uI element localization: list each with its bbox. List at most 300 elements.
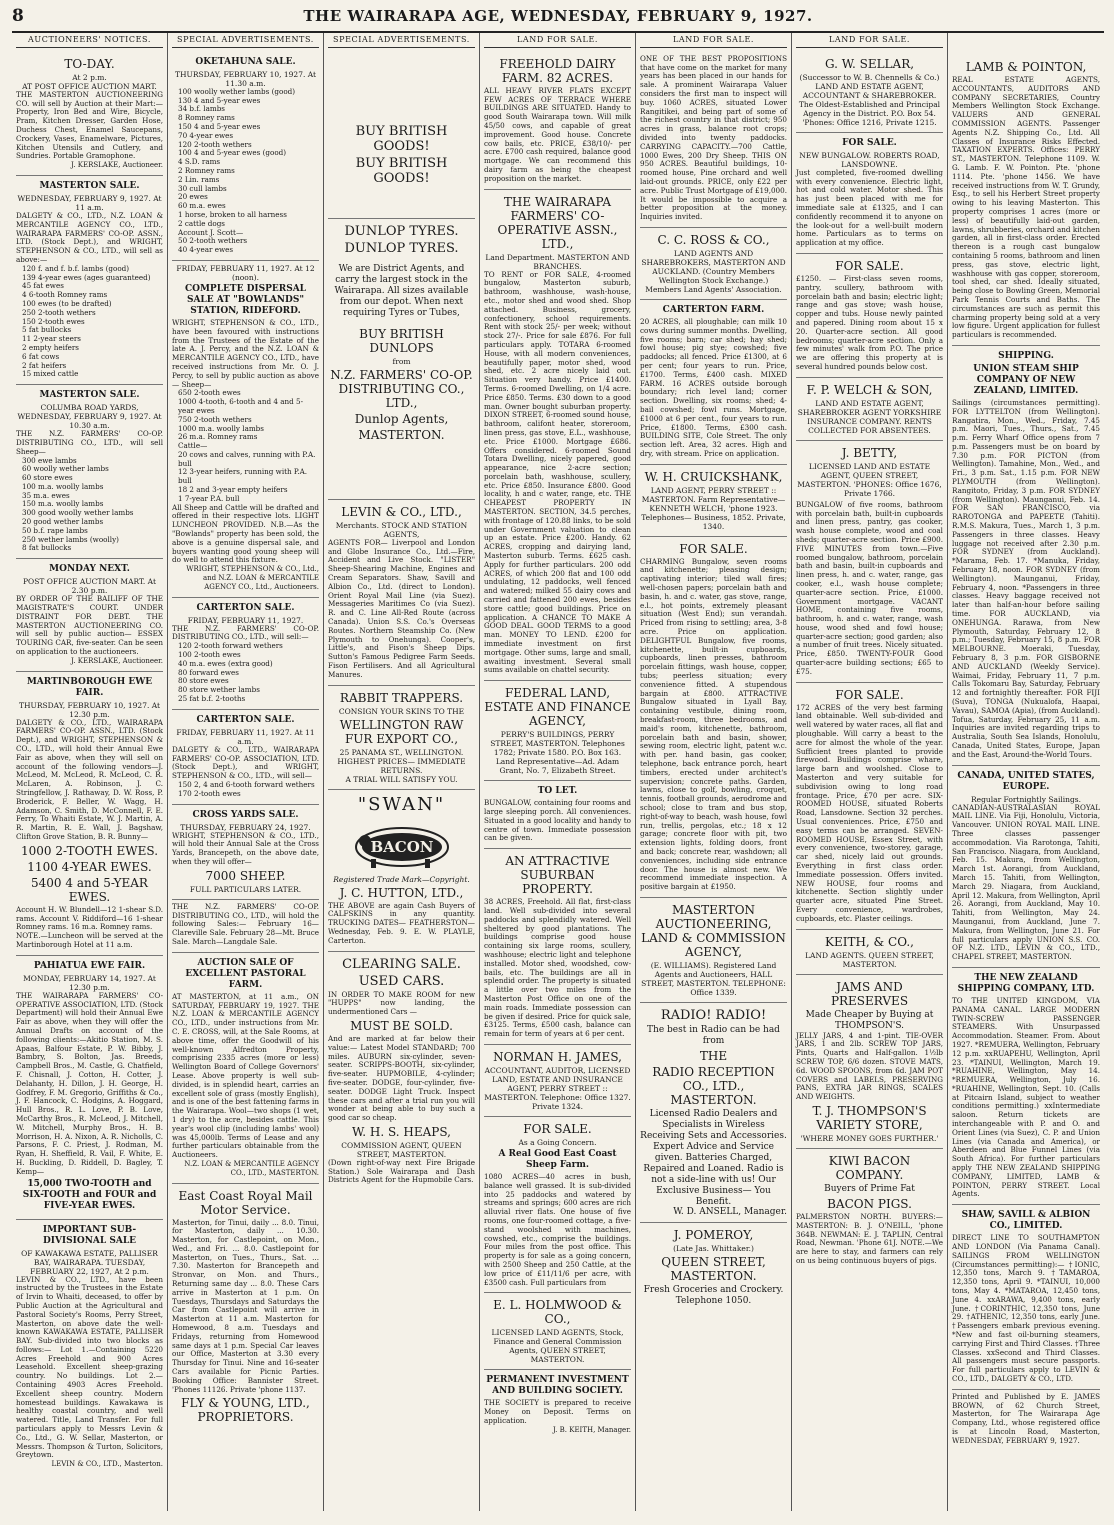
list-item: 4 6-tooth Romney rams [22, 290, 108, 300]
list-item: 70 4-year ewes [178, 130, 234, 140]
column-agents-shipping [948, 33, 1104, 1511]
list-item: 1000 4-tooth, 6-tooth and 4 and 5-year ewes [178, 397, 304, 415]
ad-body: THE WAIRARAPA FARMERS' CO-OPERATIVE ASSOCIATION, LTD. (Stock Department) will hold their Annual Ewe Fair as above, when they will offer the Annual Drafts on account of the following clients:—Akitio Station, M. S. Apaas, Balfour Estate, P. W. Bibby, J. Bambry, S. Bolton, Jas. Breeds, Campbell Bros., M. Castle, G. Chatfield, F. Chisnall, J. Cotton, H. Cotter, J. Delahanty, H. Dillon, J. H. George, H. Godfrey, F. M. Gregorio, Griffiths & Co., J. F. Hancock, C. Hodgins, A. Hoggard, Hull Bros., R. L. Love, P. B. Love, McCarthy Bros., R. McLeod, J. Mitchell, W. Mitchell, Murphy Bros., H. B. Morrison, H. A. Nixon, A. R. Nicholls, C. Parsons, F. C. Priest, J. Rodman, M. Ryan, H. Sheffield, R. Vail, F. White, E. H. Buckling, D. Riddell, D. Bagley, T. Kemp— [16, 990, 163, 1176]
list-item: 80 store ewes [178, 676, 229, 686]
masthead [12, 6, 1104, 33]
ad-body: THE N.Z. FARMERS' CO-OP. DISTRIBUTING CO., LTD., will hold the following Sales:— February 16—Clareville Sale. February 28—Mt. Bruce Sale. March—Langdale Sale. [172, 901, 319, 946]
column-auctioneers-notices [12, 33, 168, 1511]
item-list [172, 389, 319, 503]
ad-sellar [796, 52, 943, 133]
item-list [172, 781, 319, 799]
ad-title: FOR SALE. [523, 1121, 592, 1136]
ad-title: THE NEW ZEALAND SHIPPING COMPANY, LTD. [957, 972, 1095, 994]
list-item: 120 2-tooth forward wethers [178, 641, 283, 651]
ad-address: 25 PANAMA ST., WELLINGTON. [339, 747, 464, 757]
ad-title: MONDAY NEXT. [49, 564, 130, 575]
ad-swan-bacon [328, 790, 475, 952]
list-item: 8 Romney rams [178, 113, 235, 123]
ad-address: QUEEN STREET, MASTERTON. [661, 1254, 766, 1283]
ad-canada-us-europe [952, 766, 1100, 968]
ad-body: DIRECT LINE TO SOUTHAMPTON AND LONDON (Via Panama Canal). SAILINGS FROM WELLINGTON (Circumstances permitting):— †IONIC, 12,350 tons, March 9. †TAMAROA, 12,350 tons, April 9. *TAINUI, 10,000 tons, May 4. *MATAROA, 12,450 tons, June 4. xxARAWA, 9,400 tons, early June. †CORINTHIC, 12,350 tons, June 29. †ATHENIC, 12,350 tons, early June. †Passengers embark previous evening. *New and fast oil-burning steamers, carrying First and Third Classes. †Three Classes. xxSecond and Third Classes. All passengers must secure passports. For full particulars apply to LEVIN & CO., LTD., DALGETY & CO., LTD. [952, 1233, 1100, 1383]
newspaper-title: THE WAIRARAPA AGE, WEDNESDAY, FEBRUARY 9, 1927. [303, 7, 813, 25]
list-item: 120 2-tooth wethers [178, 139, 252, 149]
ad-body: Licensed Radio Dealers and Specialists in Wireless Receiving Sets and Accessories. Expert Advice and Service given. Batteries Charged, Repaired and Loaned. Radio is not a side-line with us! Our Exclusive Business— You Benefit. [640, 1108, 787, 1207]
ad-body: (Successor to W. B. Chennells & Co.) LAND AND ESTATE AGENT, ACCOUNTANT & SHAREBROKER. The Oldest-Established and Principal Agency in the District. P.O. Box 54. 'Phones: Office 1216, Private 1215. [798, 72, 941, 127]
ad-highlight: 15,000 TWO-TOOTH and SIX-TOOTH and FOUR and FIVE-YEAR EWES. [22, 1178, 157, 1211]
ad-from: from [392, 356, 411, 366]
list-item: 130 4 and 5-year ewes [178, 95, 261, 105]
list-item: 1 horse, broken to all harness [178, 209, 287, 219]
list-item: 2 fat heifers [22, 360, 67, 370]
ad-shaw-savill [952, 1205, 1100, 1390]
ad-body: AGENTS FOR— Liverpool and London and Globe Insurance Co., Ltd.—Fire, Accident and Live Stock. "LISTER" Sheep-Shearing Machine, Engines and Cream Separators. Shaw, Savill and Albion Co., Ltd. (direct to London). Orient Royal Mail Line (via Suez). Messageries Maritimes Co (via Suez). R. and C. Line All-Red Route (across Canada). Union S.S. Co.'s Overseas Routes. Northern Steamship Co. (New Plymouth to Onehunga). Cooper's, Little's, and Fison's Sheep Dips. Sutton's Famous Pedigree Farm Seeds. Fison Fertilisers. And all Agricultural Manures. [328, 537, 475, 679]
ad-title: CARTERTON FARM. [662, 304, 765, 315]
ad-title: J. BETTY, [841, 445, 898, 460]
ad-title: LAMB & POINTON, [965, 60, 1087, 74]
column-land-for-sale-3 [792, 33, 948, 1511]
ad-title: E. L. HOLMWOOD & CO., [493, 1298, 622, 1327]
ad-dept: Dunlop Agents, [354, 411, 449, 426]
ad-body: LAND AND ESTATE AGENT, SHAREBROKER AGENT YORKSHIRE INSURANCE COMPANY. RENTS COLLECTED FOR ABSENTEES. [797, 398, 942, 435]
ad-company: WELLINGTON RAW FUR EXPORT CO., [339, 717, 464, 746]
ad-farmers-coop-land [484, 190, 631, 682]
ad-body: TO RENT or FOR SALE, 4-roomed bungalow, Masterton suburb, bathroom, washhouse, wash-house, etc., motor shed and wood shed. Shop attached. Business, grocery, confectionery, school requirements. Rent with stock 25/- per week; without stock 27/-. Price for sale £876. For full particulars apply. TOTARA 6-roomed House, with all modern conveniences, beautifully paper, motor shed, wood shed, etc. 2 acre nicely laid out. Situation very handy. Price £1400. Terms. 6-roomed Dwelling, on 1/4 acre. Price £850. Terms. £30 down to a good man. Owner bought suburban property. DIXON STREET, 6-roomed sound house, bathroom, califont heater, storeroom, linen press, gas stove, E.L., washhouse, etc. Price £1000. Mortgage £686. Offers considered. 6-roomed Sound Totara Dwelling, nicely papered, good appearance, nice 2-acre section; porcelain bath, washhouse, scullery, etc. Price £850. Insurance £800. Good locality, h and c water, range, etc. THE CHEAPEST PROPERTY IN MASTERTON. SECTION, 34.5 perches, with frontage of 120.88 links, to be sold under Government valuation to clean up an estate. Price £200. Handy. 62 ACRES, cropping and dairying land, Masterton suburb. Terms. £625 cash. Apply for further particulars. 200 odd ACRES, of which 200 flat and 100 odd undulating, 12 paddocks, well fenced and watered; milked 55 dairy cows and carried and fattened 200 ewes, besides store cattle; good buildings. Price on application. A CHANCE TO MAKE A GOOD DEAL. GOOD TERMS to a good man. MONEY TO LEND. £200 for immediate investment on first mortgage. Other sums, large and small, awaiting investment. Several small sums available on chattel security. [484, 269, 632, 675]
ad-title: THE WAIRARAPA FARMERS' CO-OPERATIVE ASSN., LTD., [497, 194, 618, 251]
ad-place: AT POST OFFICE AUCTION MART. [22, 81, 157, 91]
list-item: 300 ewe lambs [22, 455, 77, 465]
ad-company: N.Z. FARMERS' CO-OP. DISTRIBUTING CO., LTD., [330, 367, 473, 410]
trademark-note: Registered Trade Mark—Copyright. [333, 874, 470, 884]
ad-columba-road-sale [16, 385, 163, 559]
list-item: 100 4 and 5-year ewes (good) [178, 148, 287, 158]
ad-title: FREEHOLD DAIRY FARM. 82 ACRES. [499, 56, 616, 85]
ad-body: LICENSED LAND AGENTS, Stock, Finance and General Commission Agents, QUEEN STREET, MASTERTON. [491, 1328, 624, 1365]
ad-body: AT MASTERTON, at 11 a.m., ON SATURDAY, FEBRUARY 19, 1927. THE N.Z. LOAN & MERCANTILE AGENCY CO., LTD., under instructions from Mr. C. E. CROSS, will, at the Sale Rooms, at above time, offer the Goodwill of his well-known Alfredton Property, comprising 2335 acres (more or less) Wellington Board of College Governors' Lease. Above property is well sub-divided, is in splendid heart, carries an excellent sole of grass (mostly English), and is one of the best fattening farms in the Wairarapa. Wool—two shops (1 wet, 1 dry) to the acre, besides cattle. This year's wool clip (including lambs' wool) was 45,000lb. Terms of Lease and any further particulars obtainable from the Auctioneers. [172, 991, 319, 1160]
ad-note: NOTE.—Luncheon will be served at the Martinborough Hotel at 11 a.m. [16, 931, 163, 949]
ad-monday-next [16, 559, 163, 671]
ad-line: CONSIGN YOUR SKINS TO THE [338, 706, 465, 716]
ad-signature: W. H. S. HEAPS, [352, 1124, 451, 1139]
ad-thompsons-jams [796, 975, 943, 1149]
ad-title: FOR SALE. [679, 541, 748, 556]
list-item: 20 good wether lambs [22, 517, 104, 527]
ad-body: PERRY'S BUILDINGS, PERRY STREET, MASTERTON. Telephones 1782; Private 1580. P.O. Box 163. Land Representative—Ad. Adam Grant, No. 7, Elizabeth Street. [490, 730, 625, 776]
ad-line: HIGHEST PRICES— IMMEDIATE RETURNS. [337, 756, 466, 775]
ad-for-sale-farming-land [796, 683, 943, 930]
ad-subtitle: LAND AGENTS. QUEEN STREET, MASTERTON. [805, 950, 934, 969]
ad-subtitle: Merchants. STOCK AND STATION AGENTS, [335, 520, 468, 539]
list-item: 11 2-year steers [22, 334, 81, 344]
ad-cruickshank [640, 465, 787, 537]
list-item: Account J. Scott— [178, 227, 244, 237]
ad-pastoral-farm-auction [172, 953, 319, 1184]
ad-title: OKETAHUNA SALE. [195, 56, 296, 67]
list-item: 5 fat bullocks [22, 325, 72, 335]
ad-title: CROSS YARDS SALE. [192, 809, 299, 820]
ad-date: MONDAY, FEBRUARY 14, 1927. At 12.30 p.m. [23, 973, 156, 992]
section-heading: SHIPPING. [998, 350, 1054, 361]
ad-telephone: Telephone 1050. [675, 1295, 752, 1306]
list-item: 60 woolly wether lambs [22, 464, 109, 474]
list-item: 80 store wether lambs [178, 685, 260, 695]
ad-new-bungalow [796, 133, 943, 254]
list-item: 650 2-tooth ewes [178, 388, 241, 398]
ad-title: COMPLETE DISPERSAL SALE AT "BOWLANDS" STATION, RIDEFORD. [184, 283, 307, 316]
ad-masterton-sale [16, 176, 163, 385]
ad-lamb-pointon [952, 55, 1100, 346]
ad-title: CARTERTON SALE. [196, 714, 295, 725]
item-list [16, 457, 163, 554]
ad-holmwood [484, 1293, 631, 1370]
ad-rabbit-trappers [328, 686, 475, 790]
ad-kawakawa-estate [16, 1220, 163, 1475]
ad-body: PALMERSTON NORTH. BUYERS:— MASTERTON: B. J. O'NEILL, 'phone 364B. NEWMAN: E. J. TAPLIN, Central Road, Newman. 'Phone 61J. NOTE.—We are here to stay, and farmers can rely on us being continuous buyers of pigs. [796, 1211, 943, 1265]
ad-line: DUNLOP TYRES. [344, 223, 459, 239]
ad-subtitle: (Late Jas. Whittaker.) [673, 1243, 754, 1253]
ad-levin-co [328, 500, 475, 686]
ad-betty [796, 441, 943, 683]
ad-line: A TRIAL WILL SATISFY YOU. [345, 774, 458, 784]
list-item: 250 wether lambs (woolly) [22, 534, 119, 544]
ad-masterton-auctioneering [640, 898, 787, 1003]
ad-line: Buyers of Prime Fat [824, 1183, 915, 1194]
ad-date: FRIDAY, FEBRUARY 11, 1927. [187, 615, 304, 625]
swan-pig-logo-icon [347, 819, 457, 871]
ad-subtitle: USED CARS. [358, 973, 445, 989]
ad-body: 20 ACRES, all ploughable; can milk 10 cows during summer months. Dwelling, five rooms; barn; car shed; hay shed; fowl house; pig stye; cowshed; five paddocks; all fenced. Price £1300, at 6 per cent; four years to run. Price, £1700. Terms, £400 cash. MIXED FARM. 16 ACRES outside borough boundary; rich level land; corner section. Dwelling, six rooms; shed; 4-bail cowshed; fowl runs. Mortgage, £1000 at 6 per cent., four years to run. Price, £1800. Terms, £300 cash. BUILDING SITE, Cole Street. The only section left. Area, 32 acres. High and dry, with stream. Price on application. [640, 316, 787, 458]
ad-title: FOR SALE. [835, 258, 904, 273]
ad-pomeroy [640, 1223, 787, 1312]
list-item: 20 ewes [178, 192, 208, 202]
ad-for-sale-bungalows [640, 537, 787, 898]
ad-title: MASTERTON SALE. [39, 390, 140, 401]
ad-title: TO LET. [537, 786, 578, 797]
ad-title: NORMAN H. JAMES, [493, 1049, 622, 1064]
list-item: 4 S.D. rams [178, 157, 221, 167]
list-item: 100 2-tooth ewes [178, 650, 241, 660]
ad-body: DALGETY & CO., LTD., N.Z. LOAN & MERCANTILE AGENCY CO., LTD., WAIRARAPA FARMERS' CO-OP. ASSN., LTD. (Stock Dept.), and WRIGHT, STEPHENSON & CO., LTD., will sell as above:— [16, 210, 163, 264]
ad-title: G. W. SELLAR, [824, 56, 915, 71]
ad-body: Sailings (circumstances permitting). FOR LYTTELTON (from Wellington). Rangatira, Mon., Wed., Friday, 7.45 p.m. Maori, Tues., Thurs., Sat., 7.45 p.m. Ferry Wharf Office opens from 7 p.m. Passengers must be on board by 7.30 p.m. FOR PICTON (from Wellington). Tamahine, Mon., Wed., and Fri., 3 p.m. Sat., 1.15 p.m. FOR NEW PLYMOUTH (from Wellington). Rangitoto, Friday, 3 p.m. FOR SYDNEY (from Wellington). Maunganui, Feb. 14. FOR SAN FRANCISCO, via RAROTONGA and PAPEETE (Tahiti). R.M.S. Makura, Tues., March 1, 3 p.m. Passengers in three classes. Heavy luggage not received after 2.30 p.m. FOR SYDNEY (from Auckland). *Marama, Feb. 17. *Manuka, Friday, February 18, noon. FOR SYDNEY (from Wellington). Maunganui, Friday, February 4, noon. *Passengers in three classes. Heavy baggage received not later than half-an-hour before sailing time. FOR AUCKLAND, via ONEHUNGA. Rarawa, from New Plymouth, Saturday, February 12, 8 p.m.; Tuesday, February 15, 8 p.m. FOR MELBOURNE. Moeraki, Tuesday, February 8, 3 p.m. FOR GISBORNE AND AUCKLAND (Weekly Service). Waimai, Friday, February 11, 7 p.m. Calls Tokomaru Bay, Saturday, February 12 and fortnightly thereafter. FOR FIJI (Suva), TONGA (Nukualofa, Haapai, Vavau), SAMOA (Apia), (from Auckland). Tofua, Saturday, February 25, 11 a.m. Inquiries are invited regarding trips to Australia, South Sea Islands, Honolulu, Canada, United States, Europe, Japan and the East, Around-the-World Tours. [952, 397, 1100, 759]
column-special-advertisements-1 [168, 33, 324, 1511]
list-item: 6 fat cows [22, 351, 60, 361]
ad-body: THE N.Z. FARMERS' CO-OP. DISTRIBUTING CO., LTD., will sell Sheep— [16, 429, 163, 456]
ad-title: F. P. WELCH & SON, [806, 382, 933, 397]
ad-subtitle: As a Going Concern. [518, 1137, 597, 1147]
ad-date: WEDNESDAY, FEBRUARY 9, 1927. At 10.30 a.m. [17, 412, 162, 431]
ad-line: Fresh Groceries and Crockery. [643, 1284, 784, 1295]
ad-signature: WRIGHT, STEPHENSON & CO., Ltd., and N.Z. LOAN & MERCANTILE AGENCY CO., Ltd., Auctioneers. [186, 565, 319, 591]
ad-title: JAMS AND PRESERVES [830, 979, 909, 1008]
column-header: SPECIAL ADVERTISEMENTS. [172, 33, 319, 48]
ad-body: REAL ESTATE AGENTS, ACCOUNTANTS, AUDITORS AND COMPANY SECRETARIES, Country Members Wellington Stock Exchange. VALUERS AND GENERAL COMMISSION AGENTS. Passenger Agents N.Z. Shipping Co., Ltd. All Classes of Insurance Risks Effected. TAXATION EXPERTS. Offices: PERRY ST., MASTERTON. Telephone 1109. W. G. Lamb. F. W. Pointon. Pte. 'phone 1114. Pte. 'phone 1456. We have received instructions from W. T. Grundy, Esq., to sell his Herbert Street property owing to his leaving Masterton. This property comprises 1 acres (more or less) of beautifully laid-out garden, lawns, shrubberies, orchard and kitchen garden, all in first-class order. Erected thereon is a rough cast bungalow containing 5 rooms, bathroom and linen press, gas stove, electric light, washhouse with gas copper, storeroom, tool shed, car shed. Ideally situated, being close to Bowling Green, Memorial Park Tennis Courts and Baths. The circumstances are such as permit this charming property being sold at a very low figure. Urgent application for fullest particulars is recommended. [952, 75, 1100, 340]
ad-today-sale [16, 52, 163, 176]
list-item: 34 b.f. lambs [178, 104, 225, 114]
ad-farmers-coop-sales [172, 900, 319, 953]
list-item: 170 2-tooth ewes [178, 788, 241, 798]
ad-date: THURSDAY, FEBRUARY 10, 1927. At 12.30 p.m. [18, 700, 161, 719]
item-list [16, 265, 163, 379]
ad-clearing-sale [328, 952, 475, 1191]
list-item: 8 fat bullocks [22, 543, 72, 553]
ad-subtitle: Land Department. MASTERTON AND BRANCHES. [485, 252, 630, 271]
ad-body: DALGETY & CO., LTD., WAIRARAPA FARMERS' CO-OP. ASSOCIATION, LTD. (Stock Dept.), and WRIGHT, STEPHENSON & CO., LTD., will sell— [172, 744, 319, 781]
ad-kiwi-bacon [796, 1149, 943, 1271]
ad-keith-co [796, 930, 943, 975]
ad-line: BUY BRITISH GOODS! [355, 155, 448, 186]
ad-title: LEVIN & CO., LTD., [341, 504, 462, 519]
ad-line: THE [699, 1048, 728, 1063]
list-item: 60 m.a. ewes [178, 201, 226, 211]
ad-east-coast-mail-service [172, 1184, 319, 1432]
ad-time: At 2 p.m. [72, 72, 107, 82]
ad-title: C. C. ROSS & CO., [657, 232, 770, 247]
ad-body: CHARMING Bungalow, seven rooms and kitchenette; pleasing design; captivating interior; tiled wall fires; well-chosen papers; porcelain bath and basin, h. and c. water, gas stove, range, e.l., hot points, extremely pleasant situation (West End); sun verandah. Priced from rising to settling; area, 3-8 acre. Price on application. DELIGHTFUL Bungalow, five rooms, kitchenette, built-in cupboards, cupboards, linen presses, bathroom porcelain fittings, wash house, copper, tubs; peerless situation; every convenience fitted. A stupendous bargain at £800. ATTRACTIVE Bungalow situated in Lyall Bay, containing vestibule, dining room, breakfast-room, three bedrooms, and maid's room, kitchenette, bathroom, porcelain bath and basin, shower, sewing room, electric light, patent w.c. with per. hand basin, gas cooker, telephone, back entrance porch, heart timbers, erected under architect's supervision; concrete paths. Garden, lawns, close to golf, bowling, croquet, tennis, football grounds, aerodrome and school; close to tram and bus stop, right-of-way to beach, wash house, fowl run, trellis, pergolas, etc.; 18 x 12 garage; concrete floor with pit, two extension lights, folding doors, front and back; concrete rear, washdown; all conveniences, including side entrance door. The house is almost new. We recommend immediate inspection. A positive bargain at £1950. [640, 556, 787, 892]
ad-subtitle: COMMISSION AGENT, QUEEN STREET, MASTERTON. [341, 1140, 462, 1159]
ad-company: RADIO RECEPTION CO., LTD., MASTERTON. [652, 1064, 775, 1107]
ad-best-proposition [640, 52, 787, 228]
list-item: 12 3-year heifers, running with P.A. bull [178, 467, 308, 486]
ad-subtitle: OF KAWAKAWA ESTATE, PALLISER BAY, WAIRARAPA. TUESDAY, FEBRUARY 22, 1927, At 2 p.m. [21, 1248, 158, 1276]
ad-title: MASTERTON AUCTIONEERING, LAND & COMMISSION AGENCY, [641, 902, 786, 959]
ad-date: THURSDAY, FEBRUARY 10, 1927. At 11.30 a.m. [174, 69, 317, 88]
ewe-lot-line: 5400 4 and 5-YEAR EWES. [31, 875, 148, 904]
page-number: 8 [12, 6, 24, 26]
list-item: 30 cull lambs [178, 183, 227, 193]
ad-highlight: 7000 SHEEP. [205, 868, 286, 883]
ad-title: MASTERTON SALE. [39, 180, 140, 191]
ad-title: UNION STEAM SHIP COMPANY OF NEW ZEALAND, LIMITED. [973, 363, 1079, 396]
ad-title: W. H. CRUICKSHANK, [644, 469, 783, 484]
ad-carterton-farm [640, 300, 787, 465]
ad-body: ACCOUNTANT, AUDITOR, LICENSED LAND, ESTATE AND INSURANCE AGENT, PERRY STREET :: MASTERTON. Telephone: Office 1327. Private 1324. [484, 1065, 631, 1111]
ad-subtitle: (E. WILLIAMS). Registered Land Agents and Auctioneers, HALL STREET, MASTERTON. TELEPHONE: Office 1339. [641, 960, 786, 997]
ad-body: DALGETY & CO., LTD., WAIRARAPA FARMERS' CO-OP. ASSN., LTD. (Stock Dept.), and WRIGHT, STEPHENSON & CO., LTD., will hold their Annual Ewe Fair as above, when they will sell on account of the following vendors—J. McLeod, M. McLeod, R. McLeod, C. R. McLaren, A. Robinson, J. C. Stringfellow, J. Rathaway, D. W. Ross, P. Broderick, F. Beller, W. Wagg, H. Adamson, C. Smith, D. McConnell, F. E. Ferry, To Whaiti Estate, W. J. Martin, A. R. Martin, R. E. Wall, J. Bagshaw, Clifton Grove Station, B. R. Bunny— [16, 717, 163, 841]
ad-title: CLEARING SALE. [342, 956, 461, 972]
list-item: 100 woolly wether lambs (good) [178, 86, 296, 96]
ad-town: MASTERTON. [358, 427, 445, 442]
ad-signature: W. D. ANSELL, Manager. [673, 1206, 787, 1217]
list-item: 45 fat ewes [22, 281, 64, 291]
item-list [172, 642, 319, 704]
ad-title: KEITH, & CO., [824, 934, 914, 949]
ad-body: THE N.Z. FARMERS' CO-OP. DISTRIBUTING CO., LTD., will sell:— [172, 623, 319, 642]
ad-body: CANADIAN-AUSTRALASIAN ROYAL MAIL LINE. Via Fiji, Honolulu, Victoria, Vancouver. UNION ROYAL MAIL LINE. Three classes passenger accommodation. Via Rarotonga, Tahiti, San Francisco. Niagara, from Auckland, Feb. 15. Makura, from Wellington, March 1st. Aorangi, from Auckland, March 15. Tahiti, from Wellington, March 29. Niagara, from Auckland, April 12. Makura, from Wellington, April 26. Aorangi, from Auckland, May 10. Tahiti, from Wellington, May 24. Maunganui, from Auckland, June 7. Makura, from Wellington, June 21. For full particulars apply UNION S.S. CO. OF N.Z. LTD., LEVIN & CO., LTD., CHAPEL STREET, MASTERTON. [952, 802, 1100, 962]
list-item: 150 2, 4 and 6-tooth forward wethers [178, 780, 315, 789]
ad-title: J. POMEROY, [673, 1227, 754, 1242]
ad-subtitle: NEW BUNGALOW. ROBERTS ROAD, LANSDOWNE. [799, 150, 940, 169]
ad-body: TO THE UNITED KINGDOM, VIA PANAMA CANAL. LARGE MODERN TWIN-SCREW PASSENGER STEAMERS. With Unsurpassed Accommodation. Steamer. From. About 1927. *REMUERA, Wellington, February 12 p.m. xxRUAPEHU, Wellington, April 23. *TAINUI, Wellington, March 19. *RUAHINE, Wellington, May 14. *REMUERA, Wellington, July 16. *RUAHINE, Wellington, Sept. 10. (Calls at Pitcairn Island, subject to weather conditions permitting.) xxIntermediate saloon. Return tickets are interchangeable with P. and O. and Orient Lines (via Suez), C. P. and Union Lines (via Canada and America), or Aberdeen and Blue Funnel Lines (via South Africa). For further particulars apply THE NEW ZEALAND SHIPPING COMPANY, LIMITED, LAMB & POINTON, PERRY STREET. Local Agents. [952, 995, 1100, 1199]
ad-title: CANADA, UNITED STATES, EUROPE. [957, 770, 1095, 792]
ad-cross-yards-sale [172, 805, 319, 900]
column-land-for-sale-1 [480, 33, 636, 1511]
ad-subtitle: Regular Fortnightly Sailings. [970, 794, 1082, 804]
list-item: 150 4 and 5-year ewes [178, 121, 261, 131]
ad-title: TO-DAY. [64, 56, 115, 71]
list-item: 80 forward ewes [178, 667, 239, 677]
list-item: 18 2 and 3-year empty heifers [178, 485, 288, 495]
list-item: 40 m.a. ewes (extra good) [178, 658, 273, 668]
ad-body: BY ORDER OF THE BAILIFF OF THE MAGISTRATE'S COURT. UNDER DISTRAINT FOR DEBT. THE MASTERTON AUCTIONEERING CO. will sell by public auction— ESSEX TOURING CAR, five-seater. Can be seen on application to the auctioneers. [16, 594, 163, 657]
ad-pahiatua-ewe-fair [16, 956, 163, 1220]
column-header: SPECIAL ADVERTISEMENTS. [328, 33, 475, 48]
list-item: 2 cattle dogs [178, 218, 225, 228]
ad-highlight: BUY BRITISH DUNLOPS [359, 326, 444, 355]
ad-body: THE MASTERTON AUCTIONEERING CO. will sell by Auction at their Mart:—Property, Iron Bed and Wire, Bicycle, Pram, Kitchen Dresser, Garden Hose, Duchess Chest, Enamel Saucepans, Crockery, Vases, Enamelware, Pictures, Kitchen Utensils and Cutlery, and Sundries. Portable Gramophone. [16, 89, 163, 161]
ad-title: AUCTION SALE OF EXCELLENT PASTORAL FARM. [185, 957, 306, 990]
list-item: 60 store ewes [22, 473, 73, 483]
ad-slogan: 'WHERE MONEY GOES FURTHER.' [800, 1133, 939, 1143]
list-item: 250 2-tooth wethers [22, 307, 96, 317]
ad-signature: J. KERSLAKE, Auctioneer. [71, 656, 163, 665]
ad-body: LAND AGENT, PERRY STREET :: MASTERTON. Farm Representative—KENNETH WELCH, 'phone 1923. Telephones— Business, 1852. Private, 1340. [641, 485, 786, 531]
ad-oketahuna-sale [172, 52, 319, 261]
ad-title: AN ATTRACTIVE SUBURBAN PROPERTY. [505, 854, 610, 897]
ad-title: FOR SALE. [842, 137, 897, 148]
publisher-imprint: Printed and Published by E. JAMES BROWN, of 62 Church Street, Masterton, for The Wairarapa Age Company, Ltd., whose registered office is at Lincoln Road, Masterton, WEDNESDAY, FEBRUARY 9, 1927. [952, 1391, 1100, 1445]
list-item: 100 m.a. woolly lambs [22, 481, 104, 491]
ad-footer: (Down right-of-way next Fire Brigade Station.) Sole Wairarapa and Dash Districts Agent for the Hupmobile Cars. [328, 1157, 475, 1185]
ad-buy-british [328, 52, 475, 219]
imprint [952, 1390, 1100, 1451]
list-item: 1 7-year P.A. bull [178, 493, 240, 503]
column-land-for-sale-2 [636, 33, 792, 1511]
ad-for-sale-seven-rooms [796, 254, 943, 378]
ad-body: WRIGHT, STEPHENSON & CO., LTD., have been favoured with instructions from the Trustees of the Estate of the late A. J. Percy, and the N.Z. LOAN & MERCANTILE AGENCY CO., LTD., have received instructions from Mr. O. J. Percy, to sell by public auction as above— Sheep— [172, 317, 319, 389]
ad-body: 38 ACRES, Freehold. All flat, first-class land. Well sub-divided into several paddocks and splendidly watered. Well sheltered by good plantations. The buildings comprise good house containing six large rooms, scullery, washhouse; electric light and telephone installed. Motor shed, woodshed, cow-bails, etc. The buildings are all in splendid order. The property is situated a little over two miles from the Masterton Post Office on one of the main roads. Immediate possession can be given if desired. Price for quick sale, £3125. Terms, £500 cash, balance can remain for term of years at 6 per cent. [484, 897, 631, 1039]
ad-body: 172 ACRES of the very best farming land obtainable. Well sub-divided and well watered by water races, all flat and ploughable. Will carry a beast to the acre for almost the whole of the year. Sufficient trees planted to provide firewood. Buildings comprise whare, large barn and woolshed. Close to Masterton and very suitable for subdivision owing to long road frontage. Price, £70 per acre. SIX-ROOMED HOUSE, situated Roberts Road, Lansdowne. Section 32 perches. Usual conveniences. Price, £750 and easy terms can be arranged. SEVEN-ROOMED HOUSE, Essex Street, with every convenience, two-storey, garage, car shed, nicely laid out grounds. Everything in first class order. Immediate possession. Offers invited. NEW HOUSE, four rooms and kitchenette. Section slightly under quarter acre, situated Pine Street. Every convenience, wardrobes, cupboards, etc. Plaster ceilings. [796, 702, 943, 923]
ad-dunlop-tyres [328, 219, 475, 500]
column-header: LAND FOR SALE. [484, 33, 631, 48]
list-item: 2 Romney rams [178, 165, 235, 175]
ad-building-society [484, 1370, 631, 1439]
ad-norman-james [484, 1045, 631, 1117]
ad-listings: BUNGALOW of five rooms, bathroom with porcelain bath, built-in cupboards and linen press, pantry, gas cooker, wash house complete, wood and coal sheds; quarter-acre section. Price £900. FIVE MINUTES from town.—Five roomed bungalow, bathroom, porcelain bath and basin, built-in cupboards and linen press, h. and c. water, range, gas cooker, e.l., wash house complete; quarter-acre section. Price, £1000. Government mortgage. VACANT HOME, containing five rooms, bathroom, h. and c. water, range, wash house, wood shed and fowl house; quarter-acre section; good garden; also a number of fruit trees. Nicely situated. Price, £850. TWENTY-FOUR Good quarter-acre building sections; £65 to £75. [796, 499, 943, 676]
ad-signature: J. B. KEITH, Manager. [552, 1425, 631, 1434]
ad-title: PERMANENT INVESTMENT AND BUILDING SOCIETY. [486, 1375, 629, 1397]
ad-highlight: MUST BE SOLD. [350, 1018, 453, 1033]
ad-radio-reception [640, 1003, 787, 1223]
ad-carterton-sale-1 [172, 598, 319, 710]
ad-title: SHAW, SAVILL & ALBION CO., LIMITED. [961, 1210, 1091, 1232]
column-special-advertisements-2 [324, 33, 480, 1511]
ad-nz-shipping [952, 968, 1100, 1205]
ad-body: WRIGHT, STEPHENSON & CO., LTD., will hold their Annual Sale at the Cross Yards, Brancepeth, on the above date, when they will offer— [172, 830, 319, 866]
list-item: 15 mixed cattle [22, 369, 79, 379]
ad-title: PAHIATUA EWE FAIR. [33, 960, 146, 971]
list-item: 25 fat b.f. 2-tooths [178, 694, 246, 704]
ad-date: WEDNESDAY, FEBRUARY 9, 1927. At 11 a.m. [17, 193, 162, 212]
ad-signature: N.Z. LOAN & MERCANTILE AGENCY CO., LTD., MASTERTON. [184, 1159, 319, 1177]
ad-signature: J. KERSLAKE, Auctioneer. [71, 161, 163, 170]
list-item: 139 4-year ewes (ages guaranteed) [22, 272, 151, 282]
ad-company: J. C. HUTTON, LTD., [339, 885, 464, 900]
list-item: 40 4-year ewes [178, 245, 234, 255]
ad-body: Masterton, for Tinui, daily ... 8.0. Tinui, for Masterton, daily ... 10.30. Masterton, for Castlepoint, on Mon., Wed., and Fri. ... 8.0. Castlepoint for Masterton, on Tues., Thurs., Sat. ... 7.30. Masterton for Brancepeth and Stronvar, on Mon. and Thurs., Returning same day ... 8.0. These Cars arrive in Masterton at 1 p.m. On Tuesdays, Thursdays and Saturdays the Car from Castlepoint will arrive in Masterton at 11 a.m. Masterton for Homewood, 8 a.m. Tuesdays and Fridays, returning from Homewood same days at 1 p.m. Special Car leaves our Office, Masterton at 3.30 every Thursday for Tinui. Nine and 16-seater Cars available for Picnic Parties. Booking Office: Bannister Street. 'Phones 11126. Private 'phone 1137. [172, 1217, 319, 1394]
ad-sheep-farm [484, 1117, 631, 1293]
list-item: 100 ewes (to be drafted) [22, 298, 112, 308]
ad-place: COLUMBA ROAD YARDS, [40, 403, 139, 413]
ad-title: FOR SALE. [835, 687, 904, 702]
ad-union-steam-ship [952, 346, 1100, 766]
columns [12, 33, 1104, 1511]
ad-accounts: Account H. W. Blundell—12 1-shear S.D. rams. Account V. Riddiford—16 1-shear Romney rams. 16 m.a. Romney rams. [16, 904, 163, 932]
column-header: LAND FOR SALE. [640, 33, 787, 48]
list-item: 300 good woolly wether lambs [22, 508, 134, 518]
ad-title: KIWI BACON COMPANY. [828, 1153, 911, 1182]
list-item: 2 empty heifers [22, 342, 79, 352]
ad-martinborough-ewe-fair [16, 672, 163, 956]
list-item: Cattle— [178, 441, 208, 451]
ad-body: BUNGALOW, containing four rooms and large sleeping porch. All conveniences. Situated in a good locality and handy to centre of town. Immediate possession can be given. [484, 798, 631, 843]
ad-subtitle: A Real Good East Coast Sheep Farm. [498, 1148, 617, 1170]
ad-line: BUY BRITISH GOODS! [355, 123, 448, 154]
ad-body: LEVIN & CO., LTD., have been instructed by the Trustees in the Estate of Irvin to Whaiti, deceased, to offer by Public Auction at the Agricultural and Pastoral Society's Rooms, Perry Street, Masterton, on above date the well-known KAWAKAWA ESTATE, PALLISER BAY. Sub-divided into two blocks as follows:— Lot 1.—Containing 5220 Acres Freehold and 900 Acres Leasehold. Excellent sheep-grazing country. No buildings. Lot 2.—Containing 4903 Acres Freehold. Excellent sheep country. Modern homestead buildings. Kawakawa is healthy coastal country, and well watered. Title, Land Transfer. For full particulars apply to Messrs Levin & Co., Ltd., G. W. Sellar, Masterton, or Messrs. Thompson & Turton, Solicitors, Greytown. [16, 1274, 163, 1460]
ad-body: THE SOCIETY is prepared to receive Money on Deposit. Terms on application. [484, 1398, 631, 1425]
ad-body: JELLY JARS, 4 and 1-pint. TIE-OVER JARS, 1 and 2lb. SCREW TOP JARS, Pints, Quarts and Half-gallon. 1½lb SCREW TOP, 6/6 dozen. STOVE MATS, 6d. WOOD SPOONS, from 6d. JAM POT COVERS and LABELS, PRESERVING PANS, EXTRA JAR RINGS, SCALES AND WEIGHTS. [796, 1030, 943, 1102]
ad-title: RABBIT TRAPPERS. [339, 690, 464, 705]
ad-line: BACON PIGS. [827, 1196, 912, 1211]
list-item: 2 Lin. rams [178, 174, 220, 184]
ad-items: And are marked at far below their value:— Latest Model STANDARD; 700 miles. AUBURN six-cylinder, seven-seater. SCRIPPS-BOOTH, six-cylinder, five-seater. HUPMOBILE, 4-cylinder; five-seater. DODGE, four-cylinder, five-seater. DODGE Light Truck. Inspect these cars and after a trial run you will wonder at being able to buy such a good car so cheap. [328, 1033, 475, 1123]
ad-freehold-dairy-farm [484, 52, 631, 190]
ad-title: East Coast Royal Mail Motor Service. [178, 1188, 313, 1217]
list-item: 150 2-tooth ewes [22, 316, 85, 326]
ad-ross-co [640, 228, 787, 300]
ad-line: Made Cheaper by Buying at THOMPSON'S. [805, 1009, 934, 1031]
ad-place: POST OFFICE AUCTION MART. At 2.30 p.m. [23, 577, 156, 596]
list-item: 750 2-tooth wethers [178, 414, 252, 424]
brand-name: "SWAN" [357, 793, 446, 815]
ad-title: CARTERTON SALE. [196, 602, 295, 613]
ewe-lot-line: 1100 4-YEAR EWES. [27, 859, 152, 874]
ad-bowlands-dispersal [172, 261, 319, 598]
ad-title: IMPORTANT SUB-DIVISIONAL SALE [42, 1224, 137, 1246]
ad-title: MARTINBOROUGH EWE FAIR. [26, 676, 153, 698]
ad-body: ONE OF THE BEST PROPOSITIONS that have come on the market for many years has been placed in our hands for sale. A prominent Wairarapa Valuer considers the first man to inspect will buy. 1060 ACRES, situated Lower Rangitikei, and being part of some of the richest country in that district; 950 acres in grass, balance root crops; divided into twenty paddocks. CARRYING CAPACITY.—700 Cattle, 1000 Ewes, 200 Dry Sheep. THIS ON 950 ACRES. Beautiful buildings, 10-roomed house, Pine orchard and well laid-out grounds. PRICE, only £22 per acre. Public Trust Mortgage of £19,000. It would be impossible to acquire a better proposition at the money. Inquiries invited. [640, 53, 787, 222]
column-header: LAND FOR SALE. [796, 33, 943, 48]
list-item: 50 b.f. rape lambs [22, 525, 88, 535]
ad-body: ALL HEAVY RIVER FLATS EXCEPT FEW ACRES OF TERRACE WHERE BUILDINGS ARE SITUATED. Handy to good South Wairarapa town. Will milk 45/50 cows, and capable of great improvement. Good house. Concrete cow bails, etc. PRICE, £38/10/- per acre. £700 cash required, balance good mortgage. We can recommend this dairy farm as being the cheapest proposition on the market. [484, 85, 631, 183]
ad-body: IN ORDER TO MAKE ROOM for new "HUPPS" now landing, the undermentioned Cars — [328, 989, 475, 1017]
ad-subtitle: FULL PARTICULARS LATER. [189, 884, 302, 894]
ad-body: We are District Agents, and carry the largest stock in the Wairarapa. All sizes available from our depot. When next requiring Tyres or Tubes, [334, 263, 469, 318]
ad-signature: LEVIN & CO., LTD., Masterton. [51, 1460, 163, 1469]
ewe-lot-line: 1000 2-TOOTH EWES. [20, 843, 159, 858]
ad-body: Just completed, five-roomed dwelling with every convenience. Electric light, hot and cold water. Motor shed. This has just been placed with me for immediate sale at £1325, and I can confidently recommend it to anyone on the look-out for a well-built modern home. Particulars as to terms on application at my office. [796, 167, 943, 248]
list-item: 120 f. and f. b.f. lambs (good) [22, 263, 130, 273]
logo-text: BACON [369, 837, 434, 856]
ad-title: RADIO! RADIO! [660, 1007, 767, 1023]
ad-federal-land [484, 681, 631, 781]
ad-body: 1080 ACRES—40 acres in bush, balance well grassed. It is sub-divided into 25 paddocks and watered by streams and springs; 600 acres are rich alluvial river flats. One house of five rooms, one four-roomed cottage, a five-stand woolshed with machines, cowshed, etc., comprise the buildings. Four miles from the post office. This property is for sale as a going concern, with 2500 Sheep and 250 Cattle, at the low price of £11/11/6 per acre, with £3500 cash. Full particulars from [484, 1171, 631, 1287]
list-item: 26 m.a. Romney rams [178, 432, 258, 442]
item-list [172, 88, 319, 255]
ad-welch-son [796, 378, 943, 441]
ad-body: LICENSED LAND AND ESTATE AGENT, QUEEN STREET, MASTERTON. 'PHONES: Office 1676, Private 1766. [797, 461, 942, 498]
ad-date: FRIDAY, FEBRUARY 11, 1927. At 11 a.m. [176, 727, 315, 746]
column-header: AUCTIONEERS' NOTICES. [16, 33, 163, 48]
ad-date: THURSDAY, FEBRUARY 24, 1927. [180, 822, 311, 832]
ad-line: DUNLOP TYRES. [344, 240, 459, 256]
ad-body: £1250. — First-class seven rooms, pantry, scullery, bathroom with porcelain bath and basin; electric light; range and gas stove; wash house, copper and tubs. House newly painted and papered. Dining room about 15 x 20. Quarter-acre section. All good bedrooms; quarter-acre section. Only a few minutes' walk from P.O. The price we are offering this property at is several hundred pounds below cost. [796, 273, 943, 371]
list-item: 20 cows and calves, running with P.A. bull [178, 449, 316, 468]
ad-suburban-property [484, 849, 631, 1045]
list-item: 35 m.a. ewes [22, 490, 70, 500]
ad-signature: FLY & YOUNG, LTD., PROPRIETORS. [181, 1396, 310, 1425]
ad-subtitle: LAND AGENTS AND SHAREBROKERS, MASTERTON AND AUCKLAND. (Country Members Wellington Stock Exchange.) Members Land Agents' Association. [641, 248, 786, 294]
ad-note: All Sheep and Cattle will be drafted and offered in their respective lots. LIGHT LUNCHEON PROVIDED. N.B.—As the "Bowlands" property has been sold, the above is a genuine dispersal sale, and buyers wanting good young sheep will do well to attend this fixture. [172, 502, 319, 565]
